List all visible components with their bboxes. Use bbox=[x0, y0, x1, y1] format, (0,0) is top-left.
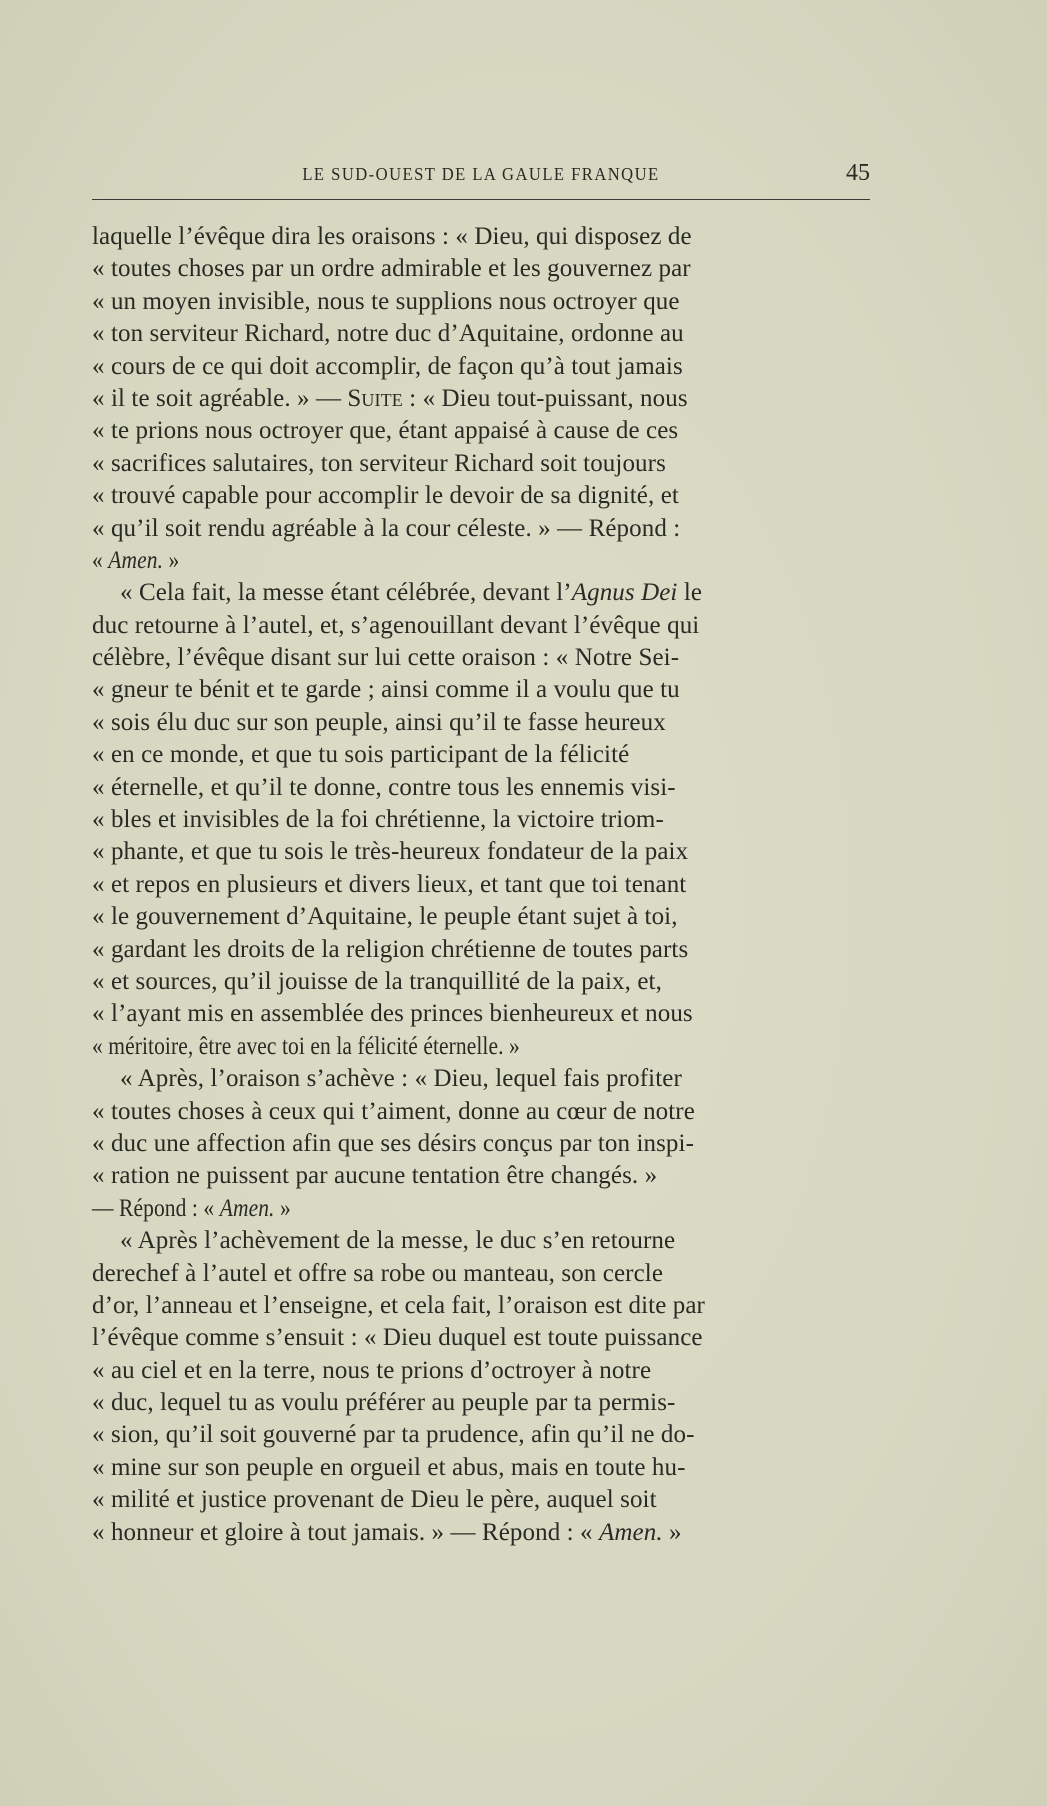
page-number: 45 bbox=[846, 160, 870, 186]
text-line: « toutes choses à ceux qui t’aiment, donne au cœur de notre bbox=[92, 1097, 695, 1125]
text-segment: — Répond : « bbox=[92, 1194, 220, 1222]
italic-agnus-dei: Agnus Dei bbox=[571, 579, 678, 607]
text-line: « trouvé capable pour accomplir le devoir de sa dignité, et bbox=[92, 482, 679, 510]
running-header bbox=[92, 160, 870, 190]
text-line: « qu’il soit rendu agréable à la cour céleste. » — Répond : bbox=[92, 514, 681, 542]
text-segment: » bbox=[163, 546, 180, 574]
text-line: « l’ayant mis en assemblée des princes bienheureux et nous bbox=[92, 1000, 693, 1028]
running-title: LE SUD-OUEST DE LA GAULE FRANQUE bbox=[302, 164, 660, 184]
text-line: laquelle l’évêque dira les oraisons : « Dieu, qui disposez de bbox=[92, 223, 692, 250]
text-line: d’or, l’anneau et l’enseigne, et cela fait, l’oraison est dite par bbox=[92, 1291, 705, 1319]
text-line bbox=[92, 545, 870, 577]
text-line: « sion, qu’il soit gouverné par ta prudence, afin qu’il ne do- bbox=[92, 1421, 695, 1449]
text-line: célèbre, l’évêque disant sur lui cette oraison : « Notre Sei- bbox=[92, 644, 680, 672]
text-segment: le bbox=[677, 579, 703, 607]
text-line: « le gouvernement d’Aquitaine, le peuple étant sujet à toi, bbox=[92, 903, 678, 931]
text-line: derechef à l’autel et offre sa robe ou manteau, son cercle bbox=[92, 1259, 664, 1287]
text-line: « te prions nous octroyer que, étant appaisé à cause de ces bbox=[92, 417, 679, 445]
text-line: « un moyen invisible, nous te supplions nous octroyer que bbox=[92, 287, 680, 315]
text-line: « milité et justice provenant de Dieu le père, auquel soit bbox=[92, 1486, 657, 1514]
body-text bbox=[92, 221, 870, 1549]
text-line: « gneur te bénit et te garde ; ainsi comme il a voulu que tu bbox=[92, 676, 680, 704]
text-line: l’évêque comme s’ensuit : « Dieu duquel est toute puissance bbox=[92, 1324, 703, 1352]
text-line: « sacrifices salutaires, ton serviteur Richard soit toujours bbox=[92, 449, 666, 477]
text-line: « cours de ce qui doit accomplir, de façon qu’à tout jamais bbox=[92, 352, 683, 380]
text-segment: » bbox=[274, 1194, 291, 1222]
text-line: « et sources, qu’il jouisse de la tranquillité de la paix, et, bbox=[92, 967, 662, 995]
small-caps-suite: Suite bbox=[347, 384, 403, 412]
text-line: « phante, et que tu sois le très-heureux fondateur de la paix bbox=[92, 838, 689, 866]
text-line: « sois élu duc sur son peuple, ainsi qu’il te fasse heureux bbox=[92, 708, 666, 736]
text-line: « ton serviteur Richard, notre duc d’Aquitaine, ordonne au bbox=[92, 320, 684, 348]
text-line: « duc une affection afin que ses désirs conçus par ton inspi- bbox=[92, 1129, 694, 1157]
text-line: « Après l’achèvement de la messe, le duc s’en retourne bbox=[120, 1227, 676, 1255]
text-line bbox=[92, 383, 870, 415]
text-line: duc retourne à l’autel, et, s’agenouillant devant l’évêque qui bbox=[92, 611, 700, 639]
text-line: « éternelle, et qu’il te donne, contre tous les ennemis visi- bbox=[92, 773, 676, 801]
text-segment: : « Dieu tout-puissant, nous bbox=[402, 384, 688, 412]
text-line: « et repos en plusieurs et divers lieux, et tant que toi tenant bbox=[92, 870, 687, 898]
text-line bbox=[92, 577, 870, 609]
text-line: « mine sur son peuple en orgueil et abus, mais en toute hu- bbox=[92, 1453, 686, 1481]
text-line: « duc, lequel tu as voulu préférer au peuple par ta permis- bbox=[92, 1389, 676, 1417]
text-line: « au ciel et en la terre, nous te prions d’octroyer à notre bbox=[92, 1356, 652, 1384]
text-segment: « bbox=[92, 546, 109, 574]
text-line: « toutes choses par un ordre admirable et les gouvernez par bbox=[92, 255, 691, 283]
text-line: « gardant les droits de la religion chrétienne de toutes parts bbox=[92, 935, 689, 963]
italic-amen: Amen. bbox=[599, 1518, 663, 1546]
text-line: « bles et invisibles de la foi chrétienne, la victoire triom- bbox=[92, 806, 664, 834]
text-segment: « Cela fait, la messe étant célébrée, devant l’ bbox=[120, 579, 572, 607]
text-line bbox=[92, 1193, 870, 1225]
text-line: « en ce monde, et que tu sois participant de la félicité bbox=[92, 741, 630, 769]
italic-amen: Amen. bbox=[108, 546, 164, 574]
text-segment: « honneur et gloire à tout jamais. » — Répond : « bbox=[92, 1518, 599, 1546]
text-segment: « il te soit agréable. » — bbox=[92, 384, 348, 412]
text-line: « Après, l’oraison s’achève : « Dieu, lequel fais profiter bbox=[120, 1065, 682, 1093]
text-segment: » bbox=[662, 1518, 682, 1546]
header-rule bbox=[92, 199, 870, 200]
text-line bbox=[92, 1517, 870, 1549]
text-line: « ration ne puissent par aucune tentation être changés. » bbox=[92, 1162, 658, 1190]
italic-amen: Amen. bbox=[219, 1194, 275, 1222]
text-line: « méritoire, être avec toi en la félicité éternelle. » bbox=[92, 1032, 520, 1060]
